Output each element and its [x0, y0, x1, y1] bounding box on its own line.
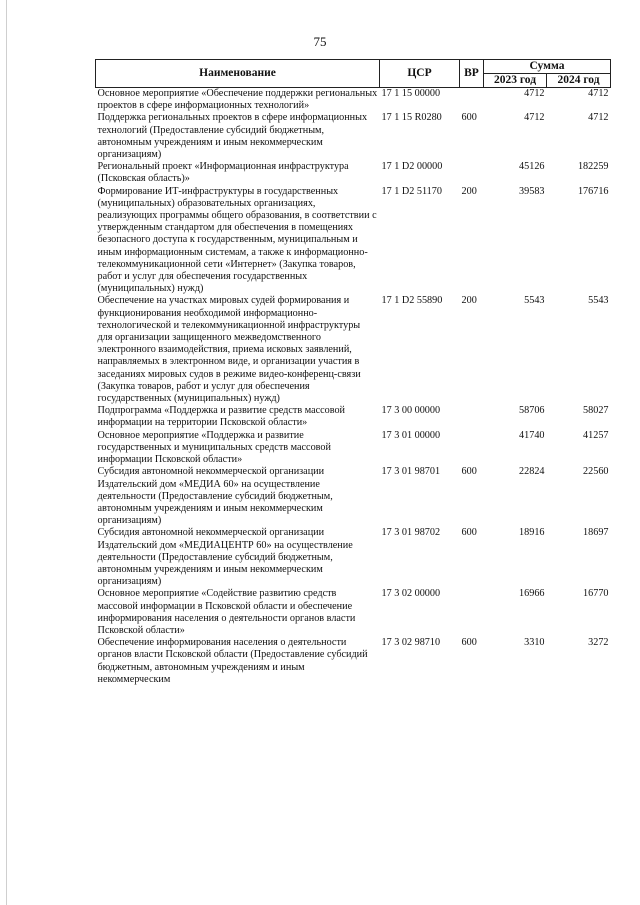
table-row	[96, 161, 611, 185]
header-year-2023: 2023 год	[484, 74, 547, 88]
header-year-2024: 2024 год	[547, 74, 611, 88]
row-amount-2023: 22824	[519, 466, 545, 478]
row-vr: 200	[461, 185, 477, 197]
row-vr: 600	[461, 637, 477, 649]
table-row	[96, 588, 611, 637]
row-amount-2024: 4712	[588, 88, 609, 99]
row-vr	[460, 161, 484, 185]
row-amount-2024: 3272	[588, 637, 609, 649]
row-csr: 17 1 15 00000	[381, 88, 441, 99]
row-amount-2023: 4712	[524, 88, 545, 99]
table-row	[96, 405, 611, 429]
table-body	[96, 88, 611, 686]
row-name: Обеспечение информирования населения о деятельности органов власти Псковской области (Предоставление субсидий бюджетным, автономным учреждениям и иным некоммерческим	[97, 637, 368, 685]
row-amount-2024: 22560	[583, 466, 609, 478]
row-vr: 600	[461, 527, 477, 539]
row-name: Основное мероприятие «Обеспечение поддержки региональных проектов в сфере информационных технологий»	[97, 88, 378, 112]
header-csr: ЦСР	[380, 60, 460, 88]
row-vr	[460, 88, 484, 113]
page-number: 75	[313, 34, 327, 49]
row-vr	[460, 588, 484, 637]
row-csr: 17 3 01 00000	[381, 429, 441, 441]
row-csr: 17 1 D2 51170	[381, 185, 442, 197]
row-amount-2024: 5543	[588, 295, 609, 307]
row-name: Поддержка региональных проектов в сфере информационных технологий (Предоставление субсидий бюджетным, автономным учреждениям и иным некоммерческим организациям)	[97, 112, 368, 161]
row-name: Обеспечение на участках мировых судей формирования и функционирования необходимой информационно-технологической и телекоммуникационной инфраструктуры для организации защищенного межведомственного электронного взаимодействия, приема исковых заявлений, направляемых в электронном виде, и организации участия в заседаниях мировых судов в режиме видео-конференц-связи (Закупка товаров, работ и услуг для обеспечения государственных (муниципальных) нужд)	[97, 295, 361, 405]
table-row	[96, 295, 611, 405]
row-vr: 600	[461, 466, 477, 478]
table-row	[96, 466, 611, 527]
row-csr: 17 3 02 98710	[381, 637, 441, 649]
table-row	[96, 430, 611, 467]
table-row	[96, 186, 611, 296]
table-row	[96, 637, 611, 686]
row-amount-2023: 16966	[519, 588, 545, 600]
row-amount-2023: 41740	[519, 429, 545, 441]
row-csr: 17 3 00 00000	[381, 405, 441, 417]
row-name: Субсидия автономной некоммерческой организации Издательский дом «МЕДИАЦЕНТР 60» на осуществление деятельности (Предоставление субсидий бюджетным, автономным учреждениям и иным некоммерческим организациям)	[97, 527, 353, 588]
row-amount-2023: 58706	[519, 405, 545, 417]
row-name: Основное мероприятие «Поддержка и развитие государственных и муниципальных средств массовой информации Псковской области»	[97, 429, 331, 466]
row-amount-2023: 39583	[519, 185, 545, 197]
row-amount-2023: 3310	[524, 637, 545, 649]
row-csr: 17 3 01 98701	[381, 466, 441, 478]
row-name: Региональный проект «Информационная инфраструктура (Псковская область)»	[97, 161, 349, 185]
row-amount-2024: 18697	[583, 527, 609, 539]
row-csr: 17 1 15 R0280	[381, 112, 442, 124]
row-vr: 600	[461, 112, 477, 124]
row-csr: 17 1 D2 00000	[381, 161, 443, 173]
row-vr: 200	[461, 295, 477, 307]
row-amount-2023: 18916	[519, 527, 545, 539]
header-name: Наименование	[96, 60, 380, 88]
row-name: Субсидия автономной некоммерческой организации Издательский дом «МЕДИА 60» на осуществление деятельности (Предоставление субсидий бюджетным, автономным учреждениям и иным некоммерческим организациям)	[97, 466, 333, 527]
row-amount-2023: 45126	[519, 161, 545, 173]
row-amount-2023: 5543	[524, 295, 545, 307]
row-name: Подпрограмма «Поддержка и развитие средств массовой информации на территории Псковской области»	[97, 405, 346, 429]
row-name: Основное мероприятие «Содействие развитию средств массовой информации в Псковской области и обеспечение информирования населения о деятельности органов власти Псковской области»	[97, 588, 356, 636]
row-amount-2024: 4712	[588, 112, 609, 124]
budget-table	[95, 59, 611, 686]
row-vr	[460, 405, 484, 429]
row-vr	[460, 430, 484, 467]
row-csr: 17 3 01 98702	[381, 527, 441, 539]
table-row	[96, 88, 611, 113]
header-vr: ВР	[460, 60, 484, 88]
row-amount-2024: 182259	[577, 161, 609, 173]
table-row	[96, 527, 611, 588]
scan-edge-line	[6, 0, 7, 905]
row-csr: 17 1 D2 55890	[381, 295, 443, 307]
row-amount-2024: 58027	[583, 405, 609, 417]
table-row	[96, 112, 611, 161]
header-sum: Сумма	[484, 60, 611, 74]
row-amount-2024: 41257	[583, 429, 609, 441]
row-name: Формирование ИТ-инфраструктуры в государственных (муниципальных) образовательных организациях, реализующих программы общего образования, в соответствии с утвержденным стандартом для обеспечения в помещениях безопасного доступа к государственным, муниципальным и иным информационным системам, а также к информационно-телекоммуникационной сети «Интернет» (Закупка товаров, работ и услуг для обеспечения государственных (муниципальных) нужд)	[97, 185, 377, 295]
row-csr: 17 3 02 00000	[381, 588, 441, 600]
row-amount-2024: 176716	[577, 185, 609, 197]
row-amount-2023: 4712	[524, 112, 545, 124]
table-header	[96, 60, 611, 88]
row-amount-2024: 16770	[583, 588, 609, 600]
